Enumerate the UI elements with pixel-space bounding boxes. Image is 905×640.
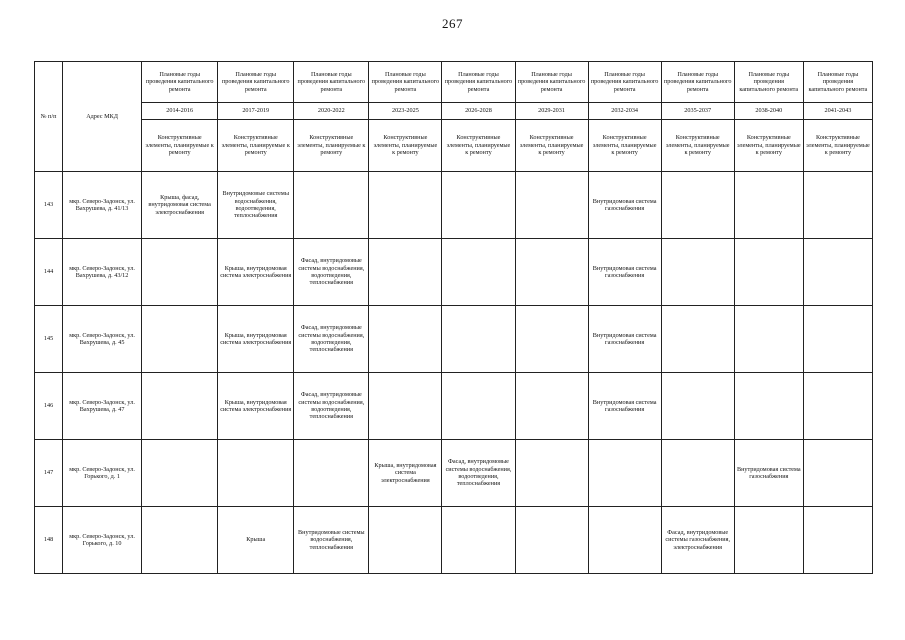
repair-elements-cell	[369, 507, 442, 574]
header-row-elements	[35, 120, 873, 172]
repair-elements-cell	[442, 172, 515, 239]
column-header-planned-years: Плановые годы проведения капитального ремонта	[142, 62, 218, 103]
repair-elements-cell: Крыша, внутридомовая система электроснабжения	[218, 373, 294, 440]
column-header-planned-years: Плановые годы проведения капитального ремонта	[661, 62, 734, 103]
repair-elements-cell: Фасад, внутридомовые системы водоснабжения, водоотведения, теплоснабжения	[294, 373, 369, 440]
elements-header: Конструктивные элементы, планируемые к ремонту	[218, 120, 294, 172]
column-header-address: Адрес МКД	[63, 62, 142, 172]
table-row	[35, 172, 873, 239]
column-header-planned-years: Плановые годы проведения капитального ремонта	[369, 62, 442, 103]
repair-elements-cell: Фасад, внутридомовые системы водоснабжения, водоотведения, теплоснабжения	[294, 306, 369, 373]
repair-elements-cell	[661, 239, 734, 306]
elements-header: Конструктивные элементы, планируемые к ремонту	[734, 120, 803, 172]
repair-elements-cell	[803, 440, 872, 507]
repair-elements-cell	[734, 306, 803, 373]
row-number: 144	[35, 239, 63, 306]
year-range-header: 2026-2028	[442, 103, 515, 120]
year-range-header: 2029-2031	[515, 103, 588, 120]
repair-elements-cell	[588, 440, 661, 507]
repair-elements-cell	[442, 239, 515, 306]
column-header-planned-years: Плановые годы проведения капитального ремонта	[218, 62, 294, 103]
repair-elements-cell	[142, 507, 218, 574]
repair-elements-cell	[218, 440, 294, 507]
repair-elements-cell	[515, 507, 588, 574]
repair-elements-cell	[803, 373, 872, 440]
column-header-planned-years: Плановые годы проведения капитального ремонта	[294, 62, 369, 103]
repair-elements-cell	[515, 306, 588, 373]
header-row-year-ranges	[35, 103, 873, 120]
row-number: 146	[35, 373, 63, 440]
repair-elements-cell	[803, 306, 872, 373]
repair-elements-cell: Фасад, внутридомовые системы водоснабжения, водоотведения, теплоснабжения	[442, 440, 515, 507]
repair-elements-cell: Крыша	[218, 507, 294, 574]
table-row	[35, 373, 873, 440]
repair-elements-cell	[734, 373, 803, 440]
repair-elements-cell	[515, 172, 588, 239]
elements-header: Конструктивные элементы, планируемые к ремонту	[515, 120, 588, 172]
repair-elements-cell: Фасад, внутридомовые системы газоснабжения, электроснабжения	[661, 507, 734, 574]
table-body	[35, 172, 873, 574]
repair-elements-cell: Крыша, внутридомовая система электроснабжения	[218, 306, 294, 373]
repair-elements-cell	[515, 239, 588, 306]
repair-elements-cell	[442, 306, 515, 373]
table-row	[35, 239, 873, 306]
repair-elements-cell	[803, 239, 872, 306]
year-range-header: 2041-2043	[803, 103, 872, 120]
repair-elements-cell: Внутридомовая система газоснабжения	[734, 440, 803, 507]
repair-elements-cell: Внутридомовые системы водоснабжения, теплоснабжения	[294, 507, 369, 574]
row-number: 145	[35, 306, 63, 373]
repair-elements-cell	[369, 306, 442, 373]
repair-elements-cell	[734, 239, 803, 306]
repair-elements-cell: Крыша, внутридомовая система электроснабжения	[218, 239, 294, 306]
header-row-planned-years	[35, 62, 873, 103]
elements-header: Конструктивные элементы, планируемые к ремонту	[803, 120, 872, 172]
row-address: мкр. Северо-Задонск, ул. Горького, д. 10	[63, 507, 142, 574]
column-header-number: № п/п	[35, 62, 63, 172]
row-address: мкр. Северо-Задонск, ул. Вахрушева, д. 45	[63, 306, 142, 373]
capital-repair-schedule-table	[34, 61, 873, 574]
elements-header: Конструктивные элементы, планируемые к ремонту	[588, 120, 661, 172]
repair-elements-cell	[515, 440, 588, 507]
repair-elements-cell	[442, 507, 515, 574]
repair-elements-cell	[661, 373, 734, 440]
repair-elements-cell: Внутридомовые системы водоснабжения, водоотведения, теплоснабжения	[218, 172, 294, 239]
repair-elements-cell	[142, 440, 218, 507]
repair-elements-cell	[294, 440, 369, 507]
year-range-header: 2038-2040	[734, 103, 803, 120]
table-row	[35, 507, 873, 574]
repair-elements-cell: Фасад, внутридомовые системы водоснабжения, водоотведения, теплоснабжения	[294, 239, 369, 306]
elements-header: Конструктивные элементы, планируемые к ремонту	[442, 120, 515, 172]
repair-elements-cell	[142, 373, 218, 440]
repair-elements-cell	[294, 172, 369, 239]
column-header-planned-years: Плановые годы проведения капитального ремонта	[515, 62, 588, 103]
repair-elements-cell	[369, 172, 442, 239]
elements-header: Конструктивные элементы, планируемые к ремонту	[369, 120, 442, 172]
row-number: 147	[35, 440, 63, 507]
repair-elements-cell: Внутридомовая система газоснабжения	[588, 239, 661, 306]
repair-elements-cell	[803, 172, 872, 239]
year-range-header: 2035-2037	[661, 103, 734, 120]
repair-elements-cell	[661, 172, 734, 239]
row-address: мкр. Северо-Задонск, ул. Горького, д. 1	[63, 440, 142, 507]
table-row	[35, 440, 873, 507]
column-header-planned-years: Плановые годы проведения капитального ремонта	[442, 62, 515, 103]
year-range-header: 2014-2016	[142, 103, 218, 120]
repair-elements-cell	[803, 507, 872, 574]
repair-elements-cell	[588, 507, 661, 574]
year-range-header: 2023-2025	[369, 103, 442, 120]
repair-elements-cell: Внутридомовая система газоснабжения	[588, 172, 661, 239]
repair-elements-cell	[661, 306, 734, 373]
elements-header: Конструктивные элементы, планируемые к ремонту	[142, 120, 218, 172]
repair-elements-cell: Крыша, внутридомовая система электроснабжения	[369, 440, 442, 507]
row-address: мкр. Северо-Задонск, ул. Вахрушева, д. 43/12	[63, 239, 142, 306]
elements-header: Конструктивные элементы, планируемые к ремонту	[294, 120, 369, 172]
table-header	[35, 62, 873, 172]
repair-elements-cell	[142, 306, 218, 373]
table-row	[35, 306, 873, 373]
repair-elements-cell: Крыша, фасад, внутридомовая система электроснабжения	[142, 172, 218, 239]
repair-elements-cell	[734, 172, 803, 239]
year-range-header: 2032-2034	[588, 103, 661, 120]
repair-elements-cell	[369, 239, 442, 306]
row-number: 143	[35, 172, 63, 239]
year-range-header: 2020-2022	[294, 103, 369, 120]
year-range-header: 2017-2019	[218, 103, 294, 120]
page-number: 267	[442, 16, 463, 31]
repair-elements-cell: Внутридомовая система газоснабжения	[588, 306, 661, 373]
row-address: мкр. Северо-Задонск, ул. Вахрушева, д. 41/13	[63, 172, 142, 239]
repair-elements-cell	[515, 373, 588, 440]
repair-elements-cell	[661, 440, 734, 507]
column-header-planned-years: Плановые годы проведения капитального ремонта	[588, 62, 661, 103]
column-header-planned-years: Плановые годы проведения капитального ремонта	[803, 62, 872, 103]
repair-elements-cell	[442, 373, 515, 440]
repair-elements-cell	[369, 373, 442, 440]
elements-header: Конструктивные элементы, планируемые к ремонту	[661, 120, 734, 172]
row-number: 148	[35, 507, 63, 574]
repair-elements-cell	[142, 239, 218, 306]
row-address: мкр. Северо-Задонск, ул. Вахрушева, д. 47	[63, 373, 142, 440]
column-header-planned-years: Плановые годы проведения капитального ремонта	[734, 62, 803, 103]
repair-elements-cell	[734, 507, 803, 574]
repair-elements-cell: Внутридомовая система газоснабжения	[588, 373, 661, 440]
